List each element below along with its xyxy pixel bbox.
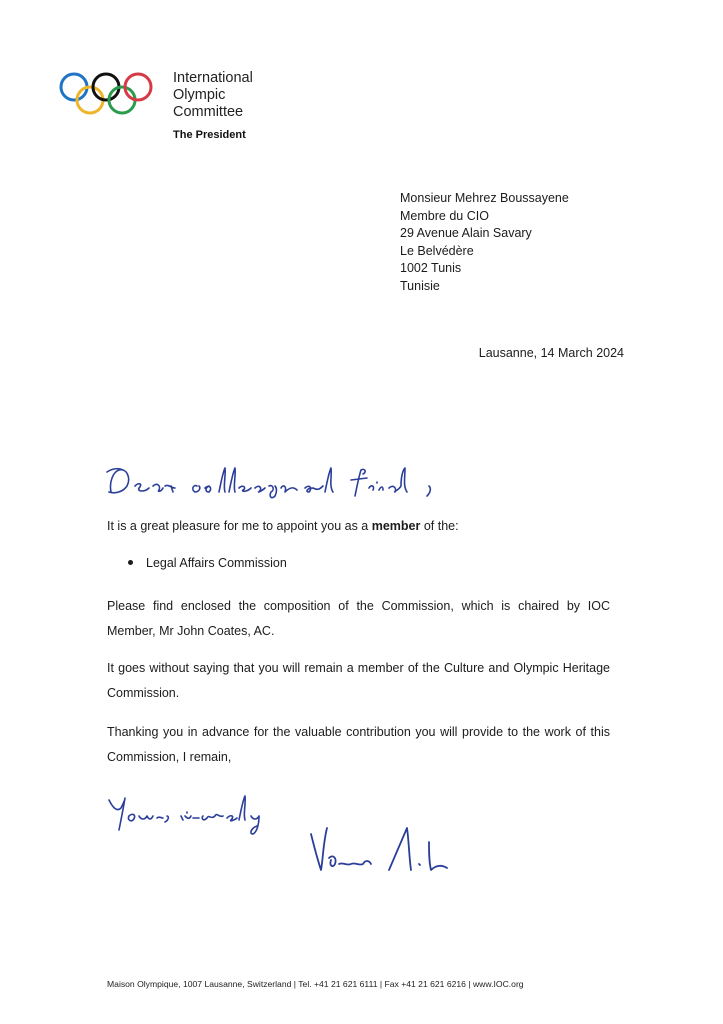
handwritten-salutation (105, 462, 445, 502)
address-line: 29 Avenue Alain Savary (400, 226, 532, 241)
ring-red (125, 74, 151, 100)
signature-text: Thomas Bach (305, 820, 312, 821)
letter-date: Lausanne, 14 March 2024 (478, 346, 624, 360)
paragraph-appointment (107, 514, 610, 539)
address-line: Le Belvédère (400, 243, 474, 258)
handwritten-closing (105, 790, 305, 840)
sender-title: The President (173, 129, 246, 141)
address-line: Tunisie (400, 278, 440, 293)
org-line: Committee (173, 104, 244, 120)
commission-name: Legal Affairs Commission (146, 556, 287, 570)
ring-green (109, 87, 135, 113)
bullet-list-item (128, 556, 287, 570)
emphasis-member: member (371, 519, 421, 533)
org-line: Olympic (173, 87, 226, 103)
ring-yellow (77, 87, 103, 113)
closing-text: Yours sincerely (105, 790, 112, 791)
organization-name (173, 70, 253, 121)
signature (305, 820, 465, 880)
paragraph-thanks: Thanking you in advance for the valuable contribution you will provide to the work of this Commission, I remain, (107, 725, 610, 764)
bullet-icon (128, 560, 133, 565)
salutation-text: Dear colleague and friend, (105, 462, 117, 463)
paragraph-composition: Please find enclosed the composition of the Commission, which is chaired by IOC Member, Mr John Coates, AC. (107, 599, 610, 638)
paragraph-text: of the: (420, 519, 459, 533)
paragraph-text: It is a great pleasure for me to appoint you as a (107, 519, 372, 533)
footer-contact: Maison Olympique, 1007 Lausanne, Switzerland | Tel. +41 21 621 6111 | Fax +41 21 621 6216 | www.IOC.org (107, 979, 524, 989)
paragraph-remain-member: It goes without saying that you will remain a member of the Culture and Olympic Heritage Commission. (107, 661, 610, 700)
ring-blue (61, 74, 87, 100)
olympic-rings-logo (58, 70, 158, 120)
address-line: 1002 Tunis (400, 261, 462, 276)
ring-black (93, 74, 119, 100)
org-line: International (173, 70, 253, 86)
recipient-address (400, 190, 569, 296)
address-line: Monsieur Mehrez Boussayene (400, 191, 569, 205)
address-line: Membre du CIO (400, 208, 489, 223)
